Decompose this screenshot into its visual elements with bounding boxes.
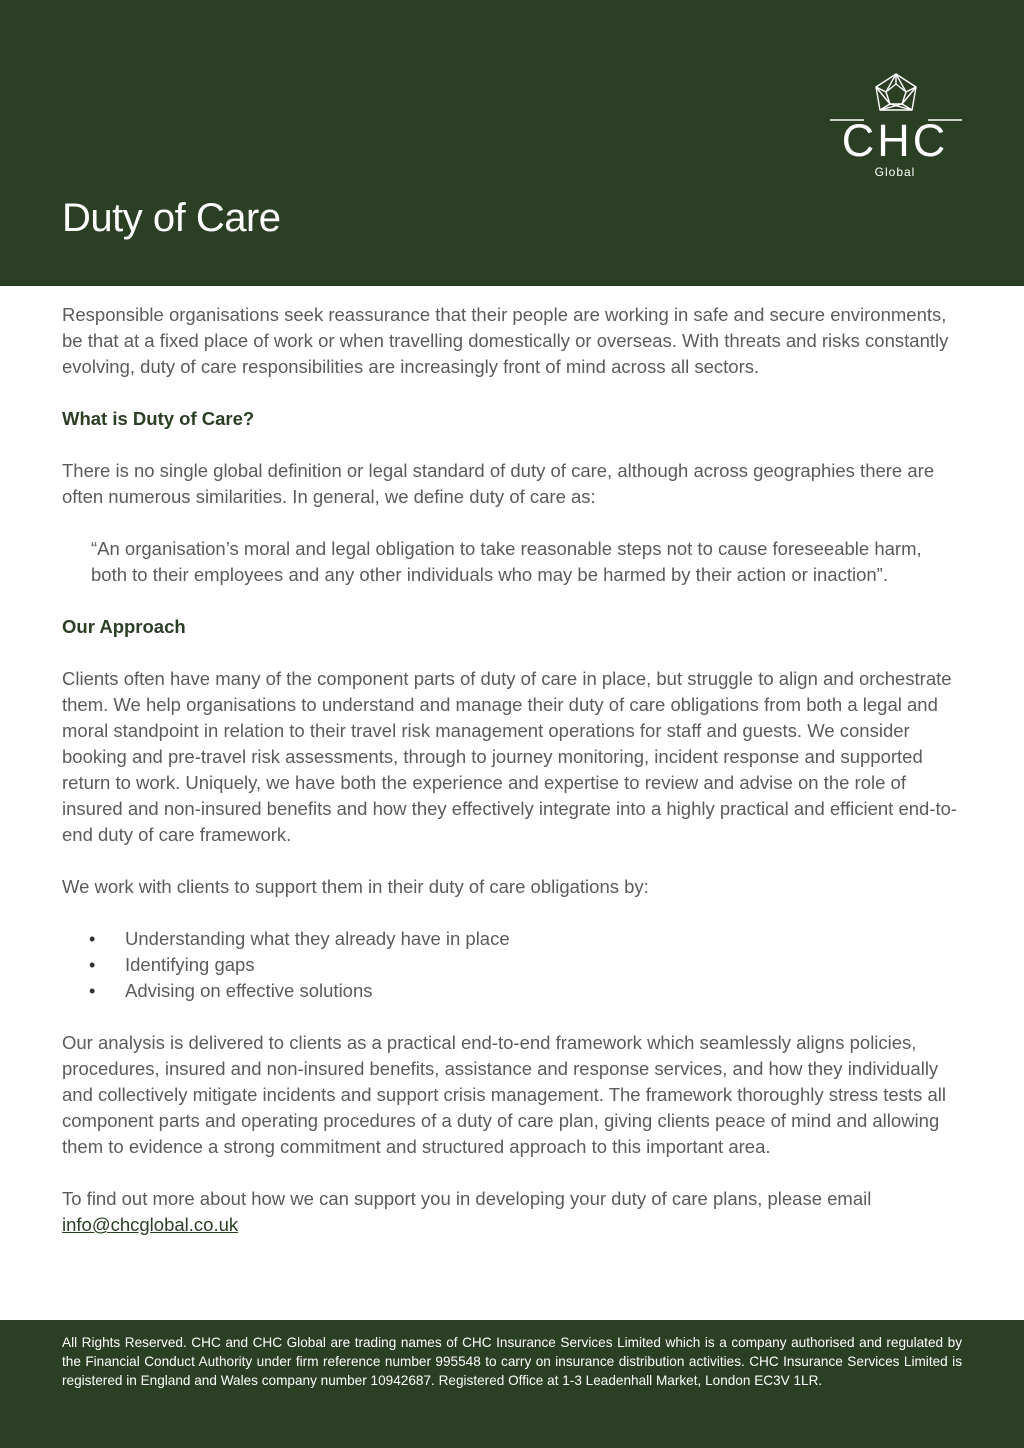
- logo-wordmark: CHC: [841, 115, 949, 166]
- bullet-icon: •: [89, 981, 96, 1001]
- contact-paragraph: [62, 1186, 962, 1238]
- definition-paragraph: There is no single global definition or legal standard of duty of care, although across geographies there are often numerous similarities. In general, we define duty of care as:: [62, 460, 935, 507]
- heading-our-approach: Our Approach: [62, 616, 186, 637]
- intro-paragraph: Responsible organisations seek reassurance that their people are working in safe and secure environments, be that at a fixed place of work or when travelling domestically or overseas. With threats and risks constantly evolving, duty of care responsibilities are increasingly front of mind across all sectors.: [62, 304, 949, 377]
- contact-text: To find out more about how we can support you in developing your duty of care plans, please email: [62, 1188, 872, 1209]
- list-item: [62, 952, 962, 978]
- definition-quote: “An organisation’s moral and legal obligation to take reasonable steps not to cause foreseeable harm, both to their employees and any other individuals who may be harmed by their action or inaction”.: [91, 538, 922, 585]
- footer-legal-text: All Rights Reserved. CHC and CHC Global are trading names of CHC Insurance Services Limited which is a company authorised and regulated by the Financial Conduct Authority under firm reference number 995548 to carry on insurance distribution activities. CHC Insurance Services Limited is registered in England and Wales company number 10942687. Registered Office at 1-3 Leadenhall Market, London EC3V 1LR.: [62, 1335, 962, 1388]
- approach-paragraph: Clients often have many of the component parts of duty of care in place, but struggle to align and orchestrate them. We help organisations to understand and manage their duty of care obligations from both a legal and moral standpoint in relation to their travel risk management operations for staff and guests. We consider booking and pre-travel risk assessments, through to journey monitoring, incident response and supported return to work. Uniquely, we have both the experience and expertise to review and advise on the role of insured and non-insured benefits and how they effectively integrate into a highly practical and efficient end-to-end duty of care framework.: [62, 668, 958, 845]
- page-footer: [0, 1320, 1024, 1448]
- email-link[interactable]: info@chcglobal.co.uk: [62, 1214, 239, 1235]
- bullet-icon: •: [89, 955, 96, 975]
- brand-logo: [828, 70, 964, 182]
- list-item-text: Advising on effective solutions: [125, 980, 373, 1001]
- logo-subtext: Global: [874, 165, 916, 179]
- list-item-text: Identifying gaps: [125, 954, 255, 975]
- list-item: [62, 978, 962, 1004]
- support-intro-paragraph: We work with clients to support them in their duty of care obligations by:: [62, 876, 649, 897]
- analysis-paragraph: Our analysis is delivered to clients as a practical end-to-end framework which seamlessly aligns policies, procedures, insured and non-insured benefits, assistance and response services, and how they individually and collectively mitigate incidents and support crisis management. The framework thoroughly stress tests all component parts and operating procedures of a duty of care plan, giving clients peace of mind and allowing them to evidence a strong commitment and structured approach to this important area.: [62, 1032, 946, 1157]
- list-item-text: Understanding what they already have in place: [125, 928, 510, 949]
- list-item: [62, 926, 962, 952]
- heading-what-is-duty-of-care: What is Duty of Care?: [62, 408, 255, 429]
- main-content: [62, 302, 962, 1264]
- page-header: [0, 0, 1024, 286]
- page-title: Duty of Care: [62, 196, 281, 240]
- support-list: [62, 926, 962, 1004]
- bullet-icon: •: [89, 929, 96, 949]
